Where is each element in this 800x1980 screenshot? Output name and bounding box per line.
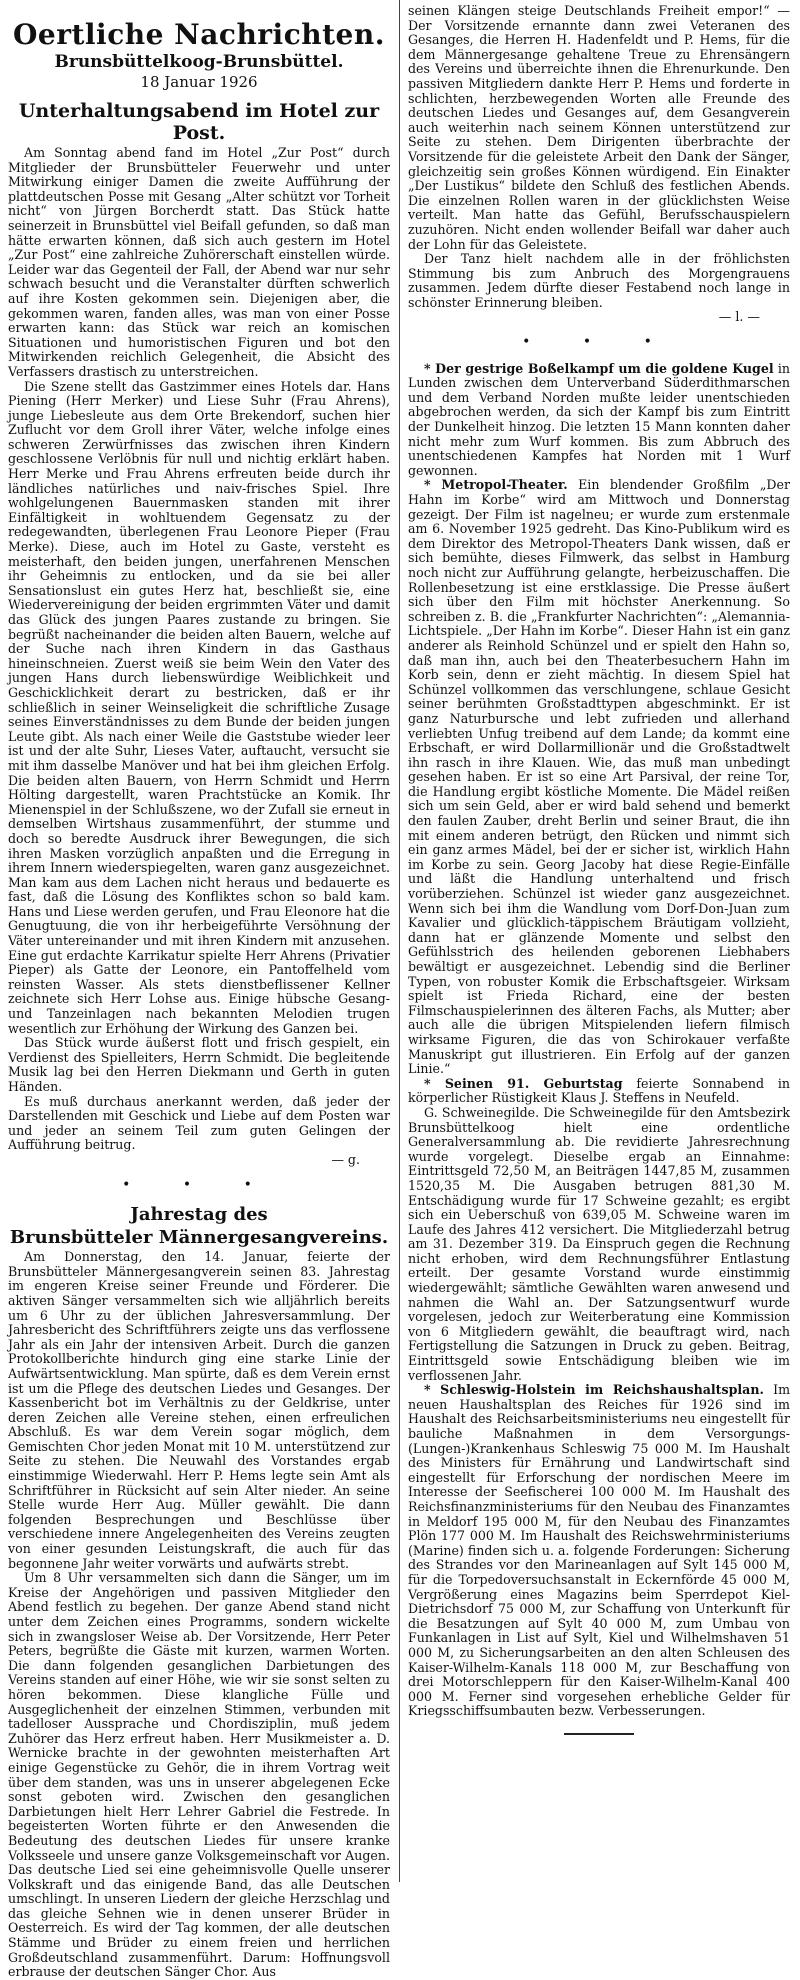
masthead-title: Oertliche Nachrichten. [13,18,385,51]
news-lead: * Seinen 91. Geburtstag [424,1075,623,1091]
article-headline: Jahrestag des [130,1204,268,1226]
article-paragraph: Am Donnerstag, den 14. Januar, feierte der Brunsbütteler Männergesangverein seinen 83. Jahrestag im engeren Kreise seiner Freunde und Förderer. Die aktiven Sänger versammelten sich wie alljährlich bereits um 6 Uhr zu der üblichen Jahresversammlung. Der Jahresbericht des Schriftführers zeigte uns das verflossene Jahr als ein Jahr der intensiven Arbeit. Durch die ganzen Protokollberichte hindurch ging eine starke Linie der Aufwärtsentwicklung. Man spürte, daß es dem Verein ernst ist um die Pflege des deutschen Liedes und Gesanges. Der Kassenbericht bot im Verhältnis zu der Geldkrise, unter deren Zeichen alle Vereine stehen, einen erfreulichen Abschluß. Es war dem Verein sogar möglich, dem Gemischten Chor jeden Monat mit 10 M. unterstützend zur Seite zu stehen. Die Neuwahl des Vorstandes ergab einstimmige Wiederwahl. Herr P. Hems legte sein Amt als Schriftführer in Rücksicht auf sein Alter nieder. An seine Stelle wurde Herr Aug. Müller gewählt. Die dann folgenden Besprechungen und Beschlüsse über verschiedene innere Angelegenheiten des Vereins zeugten von einer gesunden Leistungskraft, die auch für das begonnene Jahr weiter vorwärts und aufwärts strebt. [8,1249,390,1571]
article-paragraph: Das Stück wurde äußerst flott und frisch gespielt, ein Verdienst des Spielleiters, Herrn Schmidt. Die begleitende Musik lag bei den Herren Diekmann und Gerth in guten Händen. [8,1035,390,1094]
masthead-date: 18 Januar 1926 [140,73,258,91]
news-item [408,1106,790,1383]
news-item [408,362,790,479]
news-text: in Lunden zwischen dem Unterverband Süderdithmarschen und dem Verband Norden mußte leider unentschieden abgebrochen werden, da sich der Kampf bis zum Eintritt der Dunkelheit hinzog. Die letzten 15 Mann konnten daher nicht mehr zum Wurf kommen. Bis zum Abbruch des unentschiedenen Kampfes hat Norden mit 1 Wurf gewonnen. [408,360,790,478]
news-lead: * Metropol-Theater. [424,477,568,493]
end-rule [564,1733,634,1735]
article-signature: — l. — [718,309,760,325]
news-text: Im neuen Haushaltsplan des Reiches für 1926 sind im Haushalt des Reichsarbeitsministeriums neu eingestellt für bauliche Maßnahmen in dem Versorgungs- (Lungen-)Krankenhaus Schleswig 75 000 M. Im Haushalt des Ministers für Ernährung und Landwirtschaft sind eingestellt für Erforschung der nordischen Meere im Interesse der Seefischerei 100 000 M. Im Haushalt des Reichsfinanzministeriums für den Neubau des Finanzamtes in Meldorf 195 000 M, für den Neubau des Finanzamtes Plön 177 000 M. Im Haushalt des Reichswehrministeriums (Marine) finden sich u. a. folgende Forderungen: Sicherung des Strandes vor den Marineanlagen auf Sylt 145 000 M, für die Torpedoversuchsanstalt in Eckernförde 45 000 M, Vergrößerung eines Magazins beim Sperrdepot Kiel-Dietrichsdorf 75 000 M, zur Schaffung von Unterkunft für die Besatzungen auf Sylt 40 000 M, zum Umbau von Funkanlagen in List auf Sylt, Kiel und Wilhelmshaven 51 000 M, zu Sicherungsarbeiten an den alten Schleusen des Kaiser-Wilhelm-Kanals 118 000 M, zur Beschaffung von drei Motorschleppern für den Kaiser-Wilhelm-Kanal 400 000 M. Ferner sind vorgesehen erhebliche Gelder für Kriegsschiffsumbauten bezw. Verbesserungen. [408,1382,791,1719]
article-paragraph: Es muß durchaus anerkannt werden, daß jeder der Darstellenden mit Geschick und Liebe auf dem Posten war und jeder an seinem Teil zum guten Gelingen der Aufführung beitrug. [8,1093,390,1153]
article-paragraph: Am Sonntag abend fand im Hotel „Zur Post“ durch Mitglieder der Brunsbütteler Feuerwehr und unter Mitwirkung einiger Damen die zweite Aufführung der plattdeutschen Posse mit Gesang „Alter schützt vor Torheit nicht“ von Jürgen Borcherdt statt. Das Stück hatte seinerzeit in Brunsbüttel viel Beifall gefunden, so daß man hätte erwarten können, daß sich auch gestern im Hotel „Zur Post“ eine zahlreiche Zuhörerschaft einstellen würde. Leider war das Gegenteil der Fall, der Abend war nur sehr schwach besucht und die Veranstalter dürften schwerlich auf ihre Kosten gekommen sein. Diejenigen aber, die gekommen waren, fanden alles, was man von einer Posse erwarten kann: das Stück war reich an komischen Situationen und humoristischen Figuren und bot den Mitwirkenden reichlich Gelegenheit, die Absicht des Verfassers drastisch zu unterstreichen. [8,145,390,379]
news-item [408,478,790,1076]
section-separator: • • • [122,1176,276,1193]
news-lead: * Schleswig-Holstein im Reichshaushaltsplan. [424,1382,764,1398]
article-paragraph: Der Tanz hielt nachdem alle in der fröhlichsten Stimmung bis zum Anbruch des Morgengrauens zusammen. Jedem dürfte dieser Festabend noch lange in schönster Erinnerung bleiben. [408,251,790,310]
column-divider [399,0,400,1882]
article-headline: Brunsbütteler Männergesangvereins. [9,1227,389,1249]
left-column [8,4,390,1980]
news-text: Ein blendender Großfilm „Der Hahn im Korbe“ wird am Mittwoch und Donnerstag gezeigt. Der Film ist nagelneu; er wurde zum erstenmale am 6. November 1925 gedreht. Das Kino-Publikum wird es dem Direktor des Metropol-Theaters Dank wissen, daß er sich bemühte, dieses Filmwerk, das selbst in Hamburg noch nicht zur Aufführung gelangte, herbeizuschaffen. Die Rollenbesetzung ist eine erstklassige. Die Presse äußert sich über den Film mit höchster Anerkennung. So schreiben z. B. die „Frankfurter Nachrichten“: „Alemannia-Lichtspiele. „Der Hahn im Korbe“. Dieser Hahn ist ein ganz anderer als Reinhold Schünzel und er spielt den Hahn so, daß man ihn, auch bei den Theaterbesuchern Hahn im Korb sein, denn er zieht mächtig. In diesem Spiel hat Schünzel vollkommen das verschlungene, schlaue Gesicht seiner berühmten Großstadttypen abgeschminkt. Er ist ganz Naturbursche und lebt zufrieden und allerhand verliebten Unfug treibend auf dem Lande; da kommt eine Erbschaft, er wird Dollarmillionär und die Großstadtwelt ihn rasch in ihre Klauen. Wie, das muß man unbedingt gesehen haben. Er ist so eine Art Parsival, der reine Tor, die Handlung ergibt köstliche Momente. Die Mädel reißen sich um sein Geld, aber er wird bald sehend und bemerkt den faulen Zauber, dreht Berlin und seiner Braut, die ihn mit einem anderen betrügt, den Rücken und nimmt sich ein ganz armes Mädel, bei der er sicher ist, wirklich Hahn im Korbe zu sein. Georg Jacoby hat diese Regie-Einfälle und läßt die Handlung unterhaltend und frisch vorüberziehen. Schünzel ist wieder ganz ausgezeichnet. Wenn sich bei ihm die Wandlung vom Dorf-Don-Juan zum Kavalier und glücklich-täppischem Bräutigam vollzieht, dann hat er glänzende Momente und selbst den Gefühlsstrich des heilenden geborenen Liebhabers bewältigt er ausgezeichnet. Lebendig sind die Berliner Typen, von robuster Komik die Erbschaftsgeier. Wirksam spielt ist Frieda Richard, eine der besten Filmschauspielerinnen des älteren Fachs, als Mutter; aber auch alle die übrigen Mitspielenden liefern filmisch wirksame Figuren, die das von Schirokauer verfaßte Manuskript gut illustrieren. Ein Erfolg auf der ganzen Linie.“ [408,477,790,1077]
news-lead: * Der gestrige Boßelkampf um die goldene Kugel [424,360,774,376]
news-item [408,1383,790,1719]
article-signature: — g. [331,1151,360,1167]
masthead-location: Brunsbüttelkoog-Brunsbüttel. [54,52,344,72]
news-lead: G. Schweinegilde. [424,1104,540,1120]
article-headline: Unterhaltungsabend im Hotel zur Post. [18,100,380,144]
news-item [408,1077,790,1106]
section-separator: • • • [522,334,676,351]
article-paragraph: Um 8 Uhr versammelten sich dann die Sänger, um im Kreise der Angehörigen und passiven Mitglieder den Abend festlich zu begehen. Der ganze Abend stand nicht unter dem Zeichen eines Programms, sondern wickelte sich in zwangsloser Weise ab. Der Vorsitzende, Herr Peter Peters, begrüßte die Gäste mit kurzen, warmen Worten. Die dann folgenden gesanglichen Darbietungen des Vereins standen auf einer Höhe, wie wir sie sonst selten zu hören bekommen. Diese klangliche Fülle und Ausgeglichenheit der einzelnen Stimmen, verbunden mit tadelloser Aussprache und Chordisziplin, muß jedem Zuhörer das Herz erfreut haben. Herr Musikmeister a. D. Wernicke brachte in der gewohnten meisterhaften Art einige Gegenstücke zu Gehör, die in ihrem Vortrag weit über dem standen, was uns in unserer abgelegenen Ecke sonst geboten wird. Zwischen den gesanglichen Darbietungen hielt Herr Lehrer Gabriel die Festrede. In begeisterten Worten führte er den Anwesenden die Bedeutung des deutschen Liedes für unsere kranke Volksseele und unsere ganze Volksgemeinschaft vor Augen. Das deutsche Lied sei eine geheimnisvolle Quelle unserer Volkskraft und das einigende Band, das alle Deutschen umschlingt. In unseren Liedern der gleiche Herzschlag und das gleiche Sehnen wie in denen unserer Brüder in Oesterreich. Es wird der Tag kommen, der alle deutschen Stämme und Brüder zu einem freien und herrlichen Großdeutschland zusammenführt. Darum: Hoffnungsvoll erbrause der deutschen Sänger Chor. Aus [8,1570,390,1980]
article-paragraph: seinen Klängen steige Deutschlands Freiheit empor!“ — Der Vorsitzende ernannte dann zwei Veteranen des Gesanges, die Herren H. Hadenfeldt und P. Hems, für die dem Männergesange gehaltene Treue zu Ehrensängern des Vereins und überreichte ihnen die Ehrenurkunde. Den passiven Mitgliedern dankte Herr P. Hems und forderte in schlichten, herzbewegenden Worten alle Freunde des deutschen Liedes und Gesanges auf, dem Gesangverein auch weiterhin nach seinem Können unterstützend zur Seite zu stehen. Dem Dirigenten überbrachte der Vorsitzende für die geleistete Arbeit den Dank der Sänger, gleichzeitig sein großes Können würdigend. Ein Einakter „Der Lustikus“ bildete den Schluß des festlichen Abends. Die einzelnen Rollen waren in der glücklichsten Weise verteilt. Man hatte das Gefühl, Berufsschauspielern zuzuhören. Nicht enden wollender Beifall war daher auch der Lohn für das Geleistete. [408,3,790,252]
right-column [408,4,790,1735]
news-text: feierte Sonnabend in körperlicher Rüstigkeit Klaus J. Steffens in Neufeld. [408,1075,791,1106]
news-text: Die Schweinegilde für den Amtsbezirk Brunsbüttelkoog hielt eine ordentliche Generalversammlung ab. Die revidierte Jahresrechnung wurde vorgelegt. Dieselbe ergab an Einnahme: Eintrittsgeld 72,50 M, an Beiträgen 1447,85 M, zusammen 1520,35 M. Die Ausgaben betrugen 881,30 M. Entschädigung wurde für 17 Schweine gezahlt; es ergibt sich ein Ueberschuß von 639,05 M. Schweine waren im Laufe des Jahres 412 versichert. Die Mitgliederzahl betrug am 31. Dezember 319. Da Einspruch gegen die Rechnung nicht erhoben, wird dem Rechnungsführer Entlastung erteilt. Der gesamte Vorstand wurde einstimmig wiedergewählt; sämtliche Gewählten waren anwesend und nahmen die Wahl an. Der Satzungsentwurf wurde vorgelesen, jedoch zur Weiterberatung eine Kommission von 6 Mitgliedern gewählt, die beauftragt wird, nach Fertigstellung die Satzungen in Druck zu geben. Beitrag, Eintrittsgeld sowie Entschädigung bleiben wie im verflossenen Jahr. [408,1104,790,1383]
article-paragraph: Die Szene stellt das Gastzimmer eines Hotels dar. Hans Piening (Herr Merker) und Liese Suhr (Frau Ahrens), junge Liebesleute aus dem Orte Brekendorf, suchen hier Zuflucht vor dem Groll ihrer Väter, welche infolge eines schweren Zerwürfnisses das zwischen ihren Kindern geschlossene Verlöbnis für null und nichtig erklärt haben. Herr Merke und Frau Ahrens erfreuten beide durch ihr ländliches natürliches und naiv-frisches Spiel. Ihre wohlgelungenen Bauernmasken standen mit ihrer Einfältigkeit in wohltuendem Gegensatz zu der redegewandten, überlegenen Frau Leonore Pieper (Frau Merke). Diese, auch im Hotel zu Gaste, versteht es meisterhaft, den beiden jungen, unerfahrenen Menschen ihr Geheimnis zu entlocken, und da sie bei aller Sensationslust ein gutes Herz hat, beschließt sie, eine Wiedervereinigung der beiden ergrimmten Väter und damit das Glück des jungen Paares zustande zu bringen. Sie begrüßt nacheinander die beiden alten Bauern, welche auf der Suche nach ihren Kindern in das Gasthaus hineinschneien. Zuerst weiß sie beim Wein den Vater des jungen Hans durch liebenswürdige Weiblichkeit und Geschicklichkeit derart zu bestricken, daß er ihr schließlich in seiner Weinseligkeit die schriftliche Zusage seines Einverständnisses zu dem Bunde der beiden jungen Leute gibt. Als nach einer Weile die Gaststube wieder leer ist und der alte Suhr, Lieses Vater, auftaucht, versucht sie mit ihm dasselbe Manöver und hat bei ihm gleichen Erfolg. Die beiden alten Bauern, von Herrn Schmidt und Herrn Hölting dargestellt, waren Prachtstücke an Komik. Ihr Mienenspiel in der Schlußszene, wo der Zufall sie erneut in demselben Wirtshaus zusammenführt, der stumme und doch so beredte Ausdruck ihrer Bewegungen, die sich ihren Masken vorzüglich anpaßten und die Erregung in ihrem Innern wiederspiegelten, waren ganz ausgezeichnet. Man kam aus dem Lachen nicht heraus und bedauerte es fast, daß die Lösung des Konfliktes schon so bald kam. Hans und Liese werden gerufen, und Frau Eleonore hat die Genugtuung, die von ihr herbeigeführte Versöhnung der Väter untereinander und mit ihren Kindern mit anzusehen. Eine gut erdachte Karrikatur spielte Herr Ahrens (Privatier Pieper) als Gatte der Leonore, ein Pantoffelheld vom reinsten Wasser. Als stets dienstbeflissener Kellner zeichnete sich Herr Lohse aus. Einige hübsche Gesang- und Tanzeinlagen nach bekannten Melodien trugen wesentlich zur Erhöhung der Wirkung des Ganzen bei. [8,378,390,1036]
